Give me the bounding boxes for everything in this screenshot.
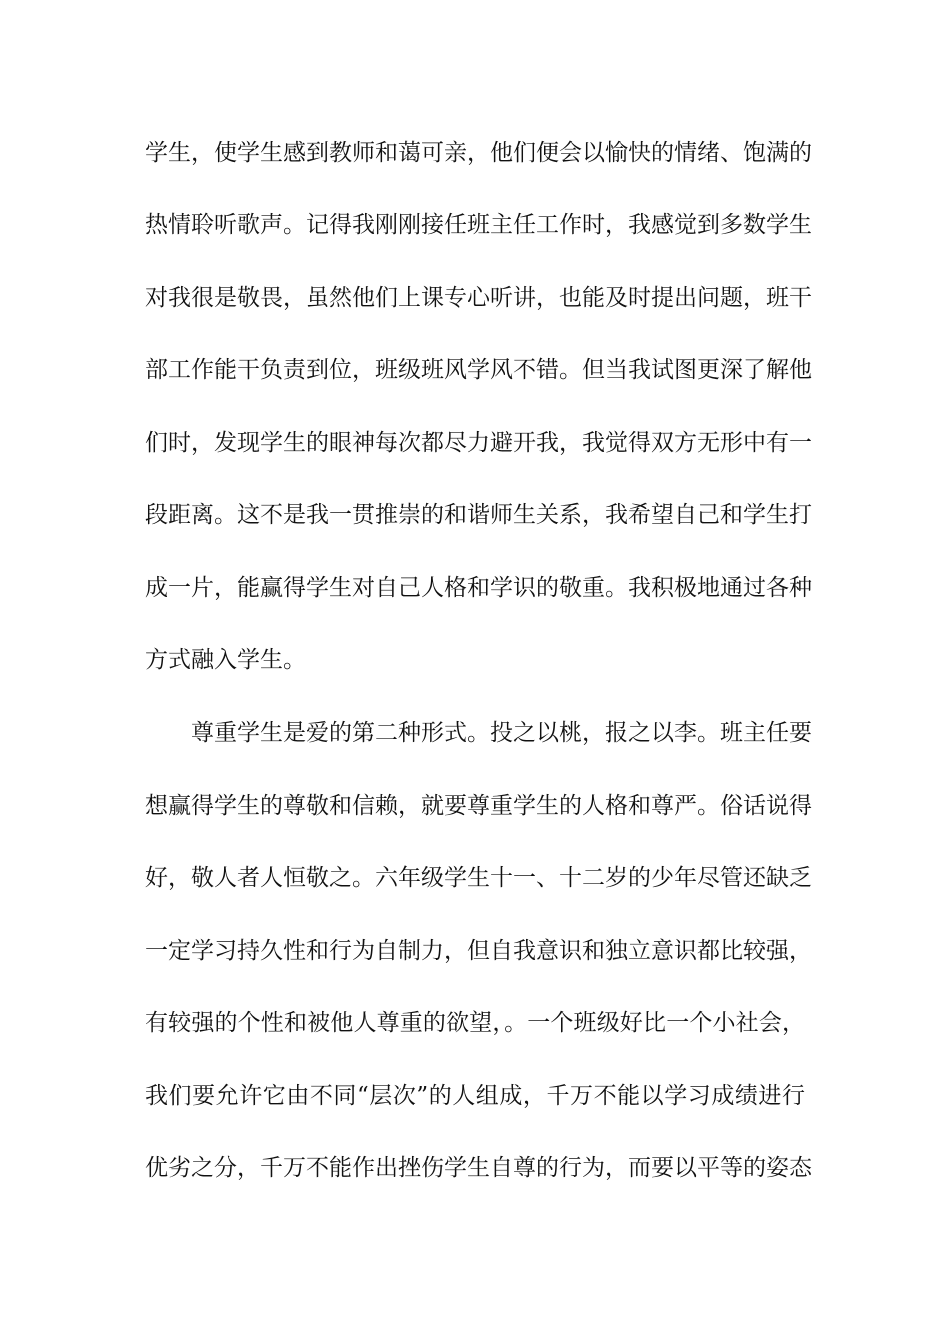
text-line: 部工作能干负责到位，班级班风学风不错。但当我试图更深了解他 xyxy=(145,357,812,383)
text-line: 段距离。这不是我一贯推崇的和谐师生关系，我希望自己和学生打 xyxy=(145,502,812,528)
text-line: 尊重学生是爱的第二种形式。投之以桃，报之以李。班主任要 xyxy=(191,720,812,746)
text-line: 们时，发现学生的眼神每次都尽力避开我，我觉得双方无形中有一 xyxy=(145,430,812,456)
text-line: 一定学习持久性和行为自制力，但自我意识和独立意识都比较强， xyxy=(145,938,812,964)
text-line: 学生，使学生感到教师和蔼可亲，他们便会以愉快的情绪、饱满的 xyxy=(145,140,812,166)
text-line: 想赢得学生的尊敬和信赖，就要尊重学生的人格和尊严。俗话说得 xyxy=(145,793,812,819)
text-line: 我们要允许它由不同“层次”的人组成，千万不能以学习成绩进行 xyxy=(145,1083,805,1109)
text-line: 方式融入学生。 xyxy=(145,647,306,673)
text-line: 热情聆听歌声。记得我刚刚接任班主任工作时，我感觉到多数学生 xyxy=(145,212,812,238)
text-line: 成一片，能赢得学生对自己人格和学识的敬重。我积极地通过各种 xyxy=(145,575,812,601)
text-line: 好，敬人者人恒敬之。六年级学生十一、十二岁的少年尽管还缺乏 xyxy=(145,865,812,891)
text-line: 有较强的个性和被他人尊重的欲望，。一个班级好比一个小社会， xyxy=(145,1010,805,1036)
text-line: 优劣之分，千万不能作出挫伤学生自尊的行为，而要以平等的姿态 xyxy=(145,1155,812,1181)
text-line: 对我很是敬畏，虽然他们上课专心听讲，也能及时提出问题，班干 xyxy=(145,285,812,311)
